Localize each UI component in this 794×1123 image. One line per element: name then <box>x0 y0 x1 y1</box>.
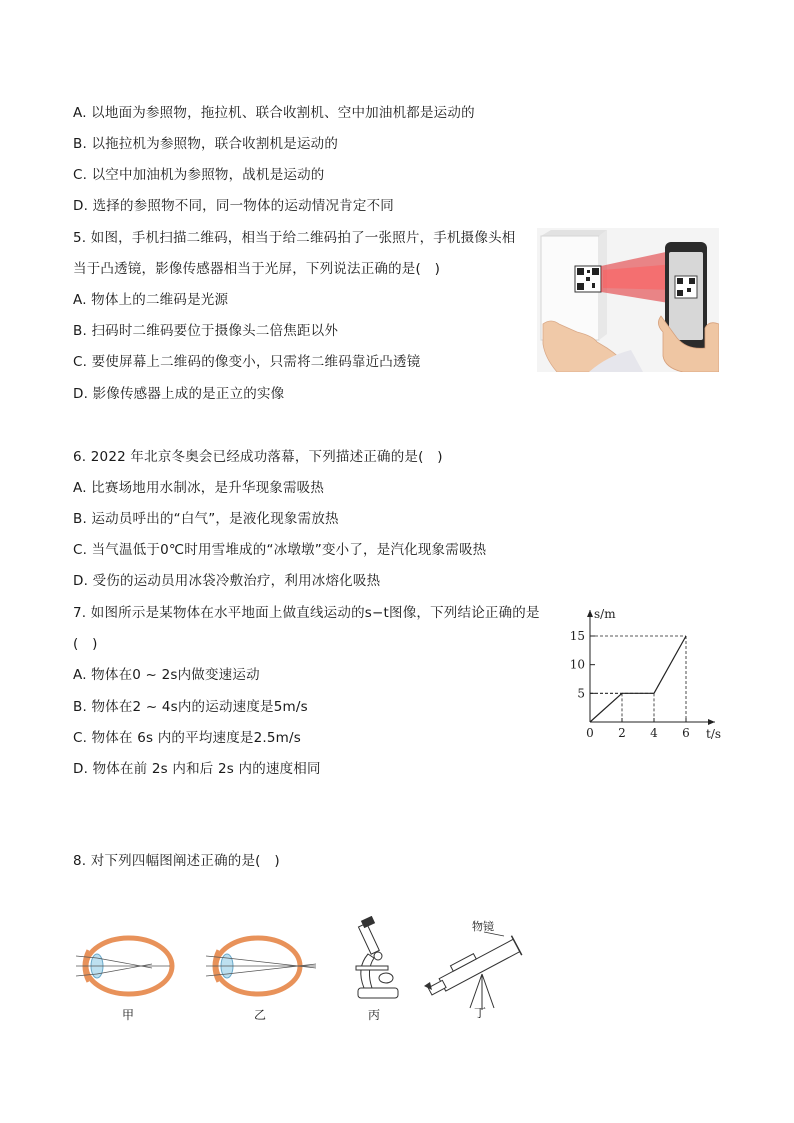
q6-option-b: B. 运动员呼出的“白气”，是液化现象需放热 <box>73 511 339 527</box>
q4-option-c: C. 以空中加油机为参照物，战机是运动的 <box>73 167 325 183</box>
q6-option-d: D. 受伤的运动员用冰袋冷敷治疗，利用冰熔化吸热 <box>73 573 381 589</box>
x-tick-label: 0 <box>586 726 594 740</box>
objective-label: 物镜 <box>472 920 494 933</box>
y-axis-label: s/m <box>594 607 616 621</box>
series-segment <box>654 636 686 693</box>
caption-jia: 甲 <box>122 1008 135 1022</box>
q6-option-c: C. 当气温低于0℃时用雪堆成的“冰墩墩”变小了，是汽化现象需吸热 <box>73 542 487 558</box>
x-tick-label: 6 <box>682 726 690 740</box>
q5-option-b: B. 扫码时二维码要位于摄像头二倍焦距以外 <box>73 323 339 339</box>
q5-option-c: C. 要使屏幕上二维码的像变小，只需将二维码靠近凸透镜 <box>73 354 421 370</box>
x-tick-label: 2 <box>618 726 626 740</box>
q5-option-d: D. 影像传感器上成的是正立的实像 <box>73 386 285 402</box>
q8-stem: 8. 对下列四幅图阐述正确的是( ) <box>73 853 280 869</box>
q6-option-a: A. 比赛场地用水制冰，是升华现象需吸热 <box>73 480 325 496</box>
caption-yi: 乙 <box>254 1008 267 1022</box>
microscope-bing <box>350 916 408 1022</box>
q7-option-b: B. 物体在2 ~ 4s内的运动速度是5m/s <box>73 699 308 715</box>
y-tick-label: 15 <box>569 629 585 643</box>
q4-option-d: D. 选择的参照物不同，同一物体的运动情况肯定不同 <box>73 198 394 214</box>
x-tick-label: 4 <box>650 726 658 740</box>
q7-stem-line2: ( ) <box>73 636 98 652</box>
q7-option-c: C. 物体在 6s 内的平均速度是2.5m/s <box>73 730 302 746</box>
st-chart-svg <box>560 602 730 744</box>
caption-ding: 丁 <box>474 1006 487 1020</box>
q7-option-d: D. 物体在前 2s 内和后 2s 内的速度相同 <box>73 761 321 777</box>
q4-option-b: B. 以拖拉机为参照物，联合收割机是运动的 <box>73 136 339 152</box>
y-tick-label: 5 <box>577 686 585 701</box>
x-axis-arrow <box>708 719 715 725</box>
q7-stem-line1: 7. 如图所示是某物体在水平地面上做直线运动的s−t图像，下列结论正确的是 <box>73 605 540 621</box>
series-segment <box>590 693 622 722</box>
q6-stem: 6. 2022 年北京冬奥会已经成功落幕，下列描述正确的是( ) <box>73 449 443 465</box>
q4-option-a: A. 以地面为参照物，拖拉机、联合收割机、空中加油机都是运动的 <box>73 105 475 121</box>
q5-stem-line2: 当于凸透镜，影像传感器相当于光屏，下列说法正确的是( ) <box>73 261 441 277</box>
eye-diagram-jia <box>76 928 176 1022</box>
q5-option-a: A. 物体上的二维码是光源 <box>73 292 229 308</box>
y-tick-label: 10 <box>569 657 585 672</box>
caption-bing: 丙 <box>368 1008 381 1022</box>
y-axis-arrow <box>587 610 593 617</box>
telescope-ding <box>420 914 540 1018</box>
q7-option-a: A. 物体在0 ~ 2s内做变速运动 <box>73 667 260 683</box>
q5-stem-line1: 5. 如图，手机扫描二维码，相当于给二维码拍了一张照片，手机摄像头相 <box>73 230 516 246</box>
eye-diagram-yi <box>206 928 318 1022</box>
st-chart <box>560 602 730 744</box>
qr-scan-photo <box>537 228 719 372</box>
x-axis-label: t/s <box>706 727 722 741</box>
